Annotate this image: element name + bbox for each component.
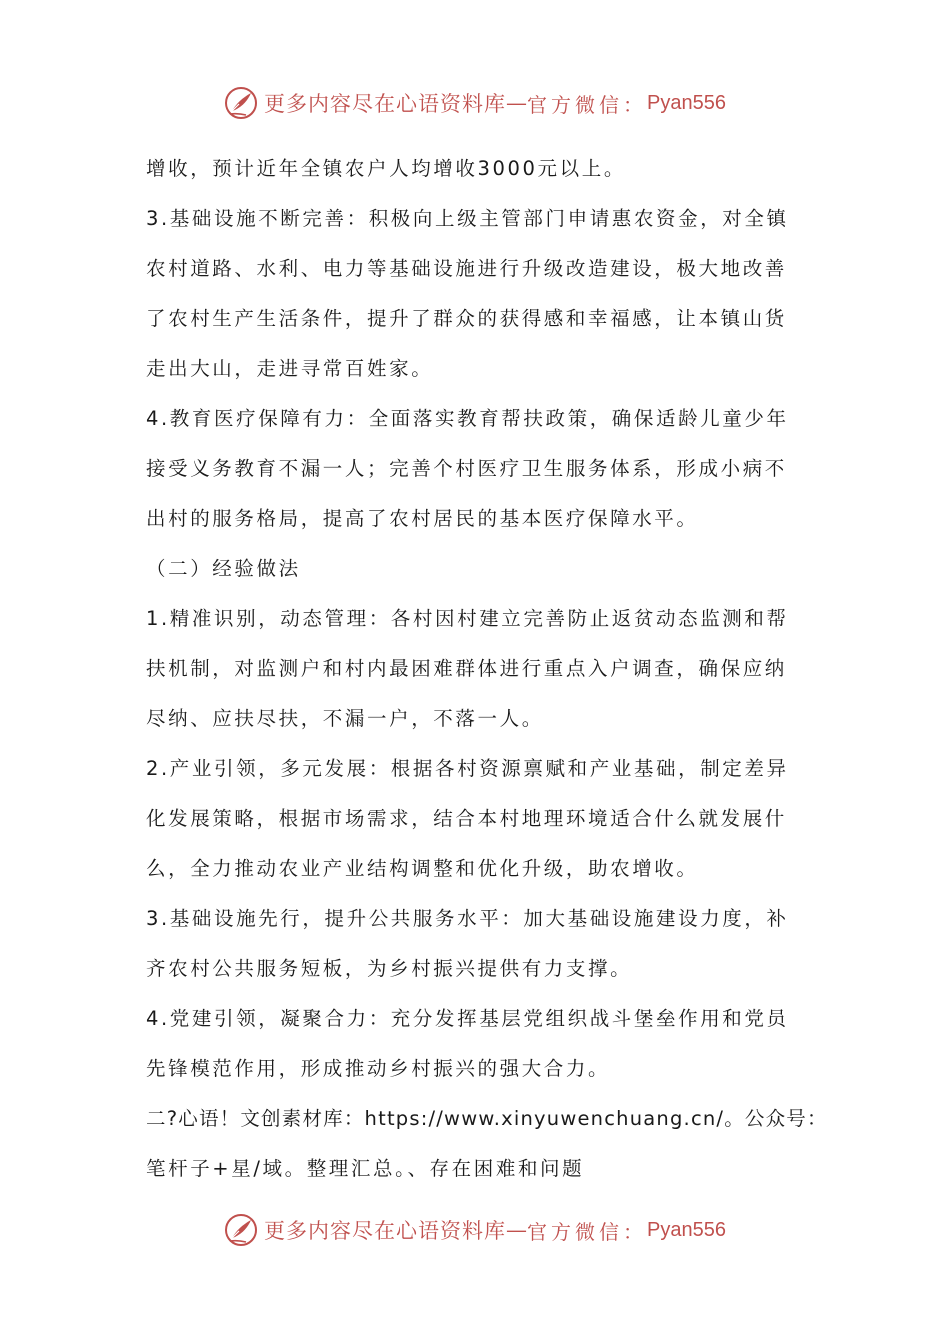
banner-wechat-id: Pyan556 (647, 1218, 726, 1241)
text-line: 齐农村公共服务短板，为乡村振兴提供有力支撑。 (146, 957, 633, 980)
text-line-with-url: 二?心语！文创素材库：https://www.xinyuwenchuang.cn/。公众号： (146, 1107, 828, 1130)
banner-title: 更多内容尽在心语资料库 (264, 1219, 507, 1243)
text-line: 2.产业引领，多元发展：根据各村资源禀赋和产业基础，制定差异 (146, 757, 789, 780)
text-line: 3.基础设施先行，提升公共服务水平：加大基础设施建设力度，补 (146, 907, 789, 930)
text-line: 4.教育医疗保障有力：全面落实教育帮扶政策，确保适龄儿童少年 (146, 407, 789, 430)
text-line: 么，全力推动农业产业结构调整和优化升级，助农增收。 (146, 857, 699, 880)
text-line: 笔杆子+星/域。整理汇总。、存在困难和问题 (146, 1157, 585, 1180)
text-line: 增收，预计近年全镇农户人均增收3000元以上。 (146, 157, 626, 180)
text-line: 农村道路、水利、电力等基础设施进行升级改造建设，极大地改善 (146, 257, 787, 280)
text-line: 走出大山，走进寻常百姓家。 (146, 357, 434, 380)
banner-wechat-label: 官方微信： (527, 1219, 648, 1244)
section-heading: （二）经验做法 (146, 557, 301, 580)
text-line: 了农村生产生活条件，提升了群众的获得感和幸福感，让本镇山货 (146, 307, 787, 330)
banner-wechat-id: Pyan556 (647, 91, 726, 114)
banner-wechat-label: 官方微信： (527, 92, 648, 117)
text-line: 出村的服务格局，提高了农村居民的基本医疗保障水平。 (146, 507, 699, 530)
banner-dash: — (506, 1218, 528, 1242)
text-line: 尽纳、应扶尽扶，不漏一户，不落一人。 (146, 707, 544, 730)
text-line: 3.基础设施不断完善：积极向上级主管部门申请惠农资金，对全镇 (146, 207, 789, 230)
text-line: 化发展策略，根据市场需求，结合本村地理环境适合什么就发展什 (146, 807, 787, 830)
footer-watermark-banner (0, 1210, 950, 1250)
header-watermark-banner (0, 83, 950, 123)
text-line: 先锋模范作用，形成推动乡村振兴的强大合力。 (146, 1057, 611, 1080)
quill-pen-logo-icon (224, 1213, 258, 1247)
quill-pen-logo-icon (224, 86, 258, 120)
text-line: 4.党建引领，凝聚合力：充分发挥基层党组织战斗堡垒作用和党员 (146, 1007, 789, 1030)
banner-title: 更多内容尽在心语资料库 (264, 92, 507, 116)
banner-dash: — (506, 91, 528, 115)
text-line: 接受义务教育不漏一人；完善个村医疗卫生服务体系，形成小病不 (146, 457, 787, 480)
text-line: 1.精准识别，动态管理：各村因村建立完善防止返贫动态监测和帮 (146, 607, 789, 630)
document-body (146, 144, 828, 1194)
text-line: 扶机制，对监测户和村内最困难群体进行重点入户调查，确保应纳 (146, 657, 787, 680)
